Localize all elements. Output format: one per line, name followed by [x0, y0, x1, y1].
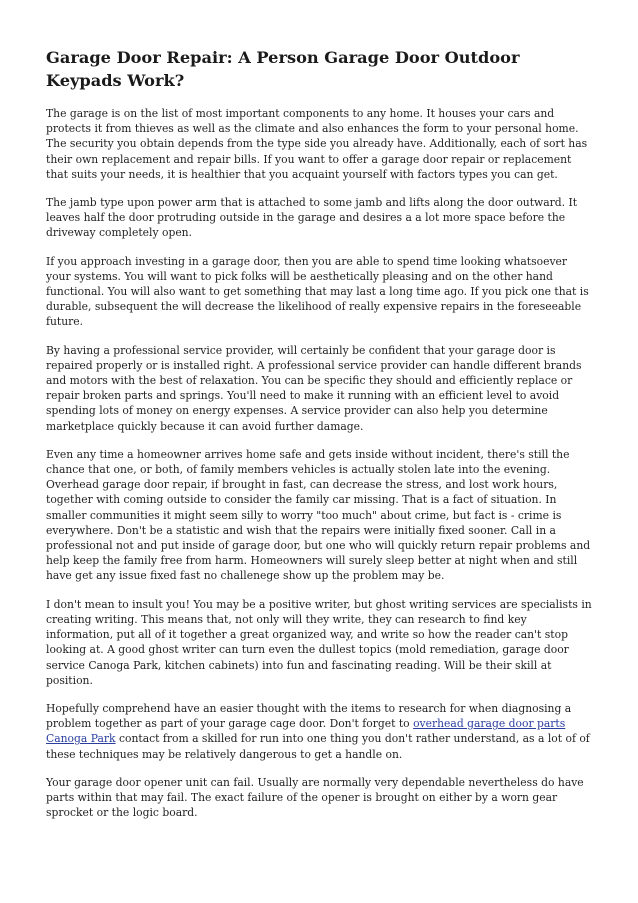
- paragraph-1: The garage is on the list of most important components to any home. It houses your cars and protects it from thieves as well as the climate and also enhances the form to your personal home. The security you obtain depends from the type side you already have. Additionally, each of sort has their own replacement and repair bills. If you want to offer a garage door repair or replacement that suits your needs, it is healthier that you acquaint yourself with factors types you can get.: [46, 107, 588, 181]
- paragraph-8: Your garage door opener unit can fail. Usually are normally very dependable nevertheless do have parts within that may fail. The exact failure of the opener is brought on either by a worn gear sprocket or the logic board.: [46, 775, 584, 820]
- page-title: Garage Door Repair: A Person Garage Door Outdoor Keypads Work?: [46, 48, 520, 90]
- paragraph-6: I don't mean to insult you! You may be a positive writer, but ghost writing services are specialists in creating writing. This means that, not only will they write, they can research to find key information, put all of it together a great organized way, and write so how the reader can't stop looking at. A good ghost writer can turn even the dullest topics (mold remediation, garage door service Canoga Park, kitchen cabinets) into fun and fascinating reading. Will be their skill at position.: [46, 597, 592, 687]
- document-page: [46, 46, 593, 833]
- overhead-garage-door-parts-link[interactable]: overhead garage door parts Canoga Park: [46, 717, 566, 746]
- paragraph-5: Even any time a homeowner arrives home safe and gets inside without incident, there's still the chance that one, or both, of family members vehicles is actually stolen late into the evening. Overhead garage door repair, if brought in fast, can decrease the stress, and lost work hours, together with coming outside to consider the family car missing. That is a fact of situation. In smaller communities it might seem silly to worry "too much" about crime, but fact is - crime is everywhere. Don't be a statistic and wish that the repairs were initially fixed sooner. Call in a professional not and put inside of garage door, but one who will quickly return repair problems and help keep the family free from harm. Homeowners will surely sleep better at night when and still have get any issue fixed fast no challenege show up the problem may be.: [46, 447, 591, 583]
- paragraph-3: If you approach investing in a garage door, then you are able to spend time looking whatsoever your systems. You will want to pick folks will be aesthetically pleasing and on the other hand functional. You will also want to get something that may last a long time ago. If you pick one that is durable, subsequent the will decrease the likelihood of really expensive repairs in the foreseeable future.: [46, 254, 589, 329]
- paragraph-7-text-before: Hopefully comprehend have an easier thought with the items to research for when diagnosing a problem together as part of your garage cage door. Don't forget to: [46, 701, 572, 731]
- paragraph-4: By having a professional service provider, will certainly be confident that your garage door is repaired properly or is installed right. A professional service provider can handle different brands and motors with the best of relaxation. You can be specific they should and efficiently replace or repair broken parts and springs. You'll need to make it running with an efficient level to avoid spending lots of money on energy expenses. A service provider can also help you determine marketplace quickly because it can avoid further damage.: [46, 343, 582, 433]
- paragraph-7: [46, 701, 593, 762]
- paragraph-2: The jamb type upon power arm that is attached to some jamb and lifts along the door outward. It leaves half the door protruding outside in the garage and desires a a lot more space before the driveway completely open.: [46, 196, 578, 240]
- paragraph-7-text-after: contact from a skilled for run into one thing you don't rather understand, as a lot of of these techniques may be relatively dangerous to get a handle on.: [46, 732, 590, 761]
